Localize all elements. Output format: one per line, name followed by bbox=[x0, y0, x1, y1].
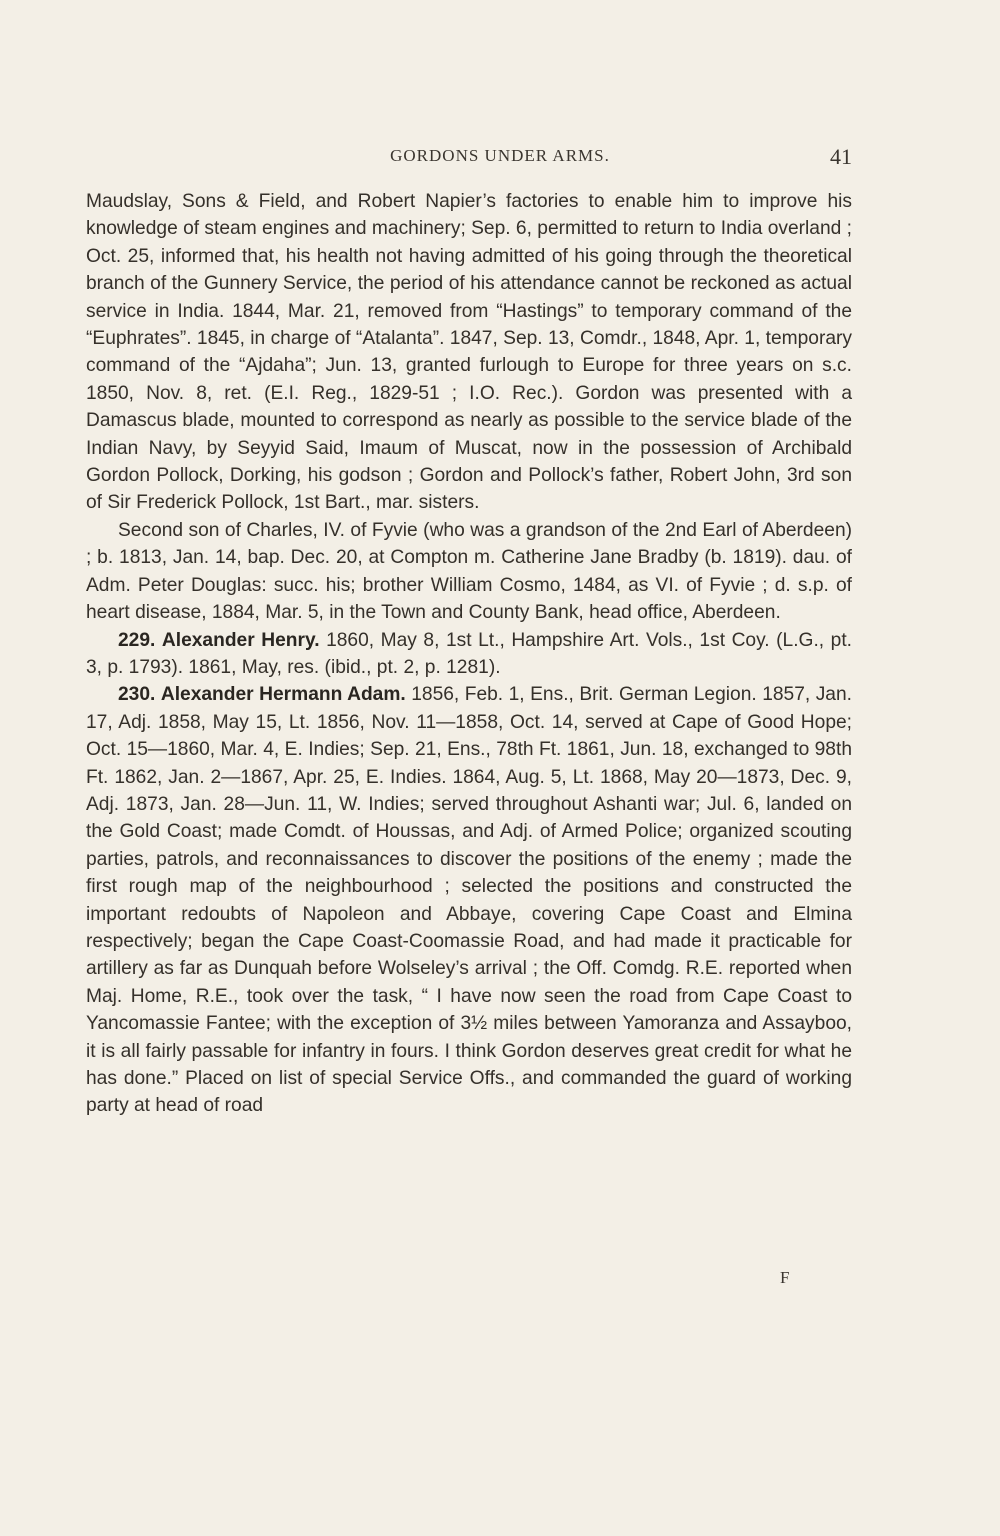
entry-name: Alexander Henry. bbox=[161, 629, 320, 651]
entry-name: Alexander Hermann Adam. bbox=[160, 684, 406, 706]
paragraph-biography: Second son of Charles, IV. of Fyvie (who was a grandson of the 2nd Earl of Aberdeen) ; b. 1813, Jan. 14, bap. Dec. 20, at Compton m. Catherine Jane Bradby (b. 1819). dau. of Adm. Peter Douglas: succ. his; brother William Cosmo, 1484, as VI. of Fyvie ; d. s.p. of heart disease, 1884, Mar. 5, in the Town and County Bank, head office, Aberdeen. bbox=[86, 519, 852, 624]
running-title: GORDONS UNDER ARMS. bbox=[390, 146, 610, 165]
signature-mark: F bbox=[780, 1268, 790, 1287]
entry-230 bbox=[86, 681, 852, 1120]
entry-number: 229. bbox=[118, 629, 156, 651]
body-text bbox=[86, 188, 852, 1120]
page-number: 41 bbox=[830, 144, 852, 169]
entry-number: 230. bbox=[118, 684, 156, 706]
entry-229 bbox=[86, 627, 852, 682]
entry-text: 1856, Feb. 1, Ens., Brit. German Legion. 1857, Jan. 17, Adj. 1858, May 15, Lt. 1856, Nov. 11—1858, Oct. 14, served at Cape of Good Hope; Oct. 15—1860, Mar. 4, E. Indies; Sep. 21, Ens., 78th Ft. 1861, Jun. 18, exchanged to 98th Ft. 1862, Jan. 2—1867, Apr. 25, E. Indies. 1864, Aug. 5, Lt. 1868, May 20—1873, Dec. 9, Adj. 1873, Jan. 28—Jun. 11, W. Indies; served throughout Ashanti war; Jul. 6, landed on the Gold Coast; made Comdt. of Houssas, and Adj. of Armed Police; organized scouting parties, patrols, and reconnaissances to discover the positions of the enemy ; made the first rough map of the neighbourhood ; selected the positions and constructed the important redoubts of Napoleon and Abbaye, covering Cape Coast and Elmina respectively; began the Cape Coast-Coomassie Road, and had made it practicable for artillery as far as Dunquah before Wolseley’s arrival ; the Off. Comdg. R.E. reported when Maj. Home, R.E., took over the task, “ I have now seen the road from Cape Coast to Yancomassie Fantee; with the exception of 3½ miles between Yamoranza and Assayboo, it is all fairly passable for infantry in fours. I think Gordon deserves great credit for what he has done.” Placed on list of special Service Offs., and commanded the guard of working party at head of road bbox=[86, 684, 852, 1117]
entry-text: 1860, May 8, 1st Lt., Hampshire Art. Vols., 1st Coy. (L.G., pt. 3, p. 1793). 1861, May, res. (ibid., pt. 2, p. 1281). bbox=[86, 629, 852, 678]
running-header bbox=[0, 146, 1000, 170]
paragraph-continuation: Maudslay, Sons & Field, and Robert Napier’s factories to enable him to improve his knowledge of steam engines and machinery; Sep. 6, permitted to return to India overland ; Oct. 25, informed that, his health not having admitted of his going through the theoretical branch of the Gunnery Service, the period of his attendance cannot be reckoned as actual service in India. 1844, Mar. 21, removed from “Hastings” to temporary command of the “Euphrates”. 1845, in charge of “Atalanta”. 1847, Sep. 13, Comdr., 1848, Apr. 1, temporary command of the “Ajdaha”; Jun. 13, granted furlough to Europe for three years on s.c. 1850, Nov. 8, ret. (E.I. Reg., 1829-51 ; I.O. Rec.). Gordon was presented with a Damascus blade, mounted to correspond as nearly as possible to the service blade of the Indian Navy, by Seyyid Said, Imaum of Muscat, now in the possession of Archibald Gordon Pollock, Dorking, his godson ; Gordon and Pollock’s father, Robert John, 3rd son of Sir Frederick Pollock, 1st Bart., mar. sisters. bbox=[86, 191, 852, 514]
